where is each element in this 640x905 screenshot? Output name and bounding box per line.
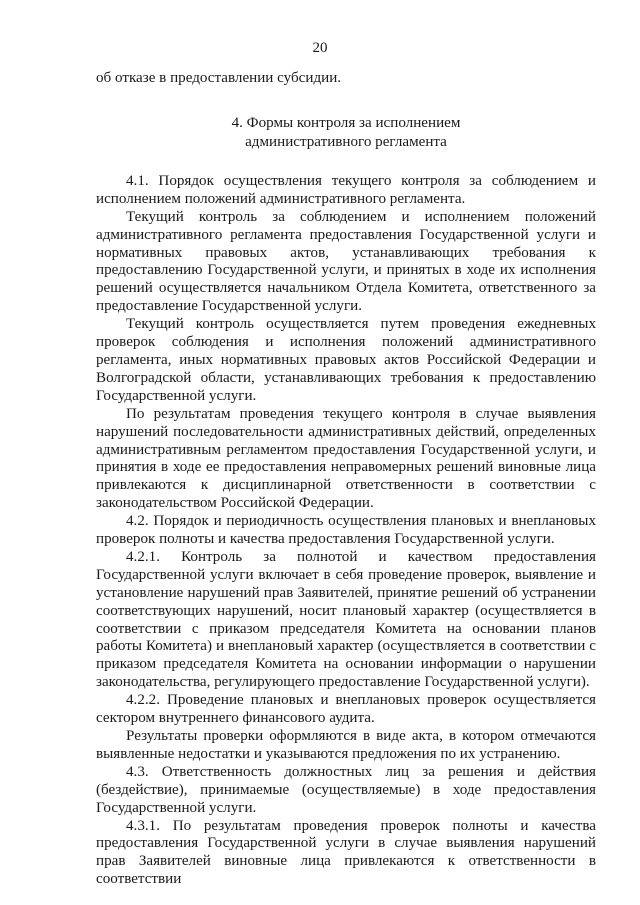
paragraph-4-2-1: 4.2.1. Контроль за полнотой и качеством предоставления Государственной услуги включает в себя проведение проверок, выявление и установление нарушений прав Заявителей, принятие решений об устранении соответствующих нарушений, носит плановый характер (осуществляется в соответствии с приказом председателя Комитета на основании планов работы Комитета) и внеплановый характер (осуществляется в соответствии с приказом председателя Комитета на основании информации о нарушении законодательства, регулирующего предоставление Государственной услуги). xyxy=(96,548,596,691)
paragraph-4-3-1: 4.3.1. По результатам проведения проверок полноты и качества предоставления Государственной услуги в случае выявления нарушений прав Заявителей виновные лица привлекаются к ответственности в соответствии xyxy=(96,817,596,888)
paragraph-4-3: 4.3. Ответственность должностных лиц за решения и действия (бездействие), принимаемые (осуществляемые) в ходе предоставления Государственной услуги. xyxy=(96,763,596,816)
paragraph-audit-results: Результаты проверки оформляются в виде акта, в котором отмечаются выявленные недостатки и указываются предложения по их устранению. xyxy=(96,728,596,762)
paragraph-daily-checks: Текущий контроль осуществляется путем проведения ежедневных проверок соблюдения и исполнения положений административного регламента, иных нормативных правовых актов Российской Федерации и Волгоградской области, устанавливающих требования к предоставлению Государственной услуги. xyxy=(96,316,596,404)
paragraph-4-2: 4.2. Порядок и периодичность осуществления плановых и внеплановых проверок полноты и качества предоставления Государственной услуги. xyxy=(96,513,596,548)
section-heading-line-2: административного регламента xyxy=(245,133,447,150)
page-number: 20 xyxy=(312,40,328,56)
section-heading-line-1: 4. Формы контроля за исполнением xyxy=(231,114,461,131)
document-body xyxy=(96,70,596,889)
section-heading xyxy=(96,114,596,152)
paragraph-4-1: 4.1. Порядок осуществления текущего контроля за соблюдением и исполнением положений административного регламента. xyxy=(96,172,596,207)
paragraph-control-results: По результатам проведения текущего контроля в случае выявления нарушений последовательности административных действий, определенных административным регламентом предоставления Государственной услуги, и принятия в ходе ее предоставления неправомерных решений виновные лица привлекаются к дисциплинарной ответственности в соответствии с законодательством Российской Федерации. xyxy=(96,405,596,512)
paragraph-current-control: Текущий контроль за соблюдением и исполнением положений административного регламента предоставления Государственной услуги и нормативных правовых актов, устанавливающих требования к предоставлению Государственной услуги, и принятых в ходе их исполнения решений осуществляется начальником Отдела Комитета, ответственного за предоставление Государственной услуги. xyxy=(96,208,596,315)
paragraph-4-2-2: 4.2.2. Проведение плановых и внеплановых проверок осуществляется сектором внутреннего финансового аудита. xyxy=(96,692,596,727)
intro-line: об отказе в предоставлении субсидии. xyxy=(96,70,342,86)
